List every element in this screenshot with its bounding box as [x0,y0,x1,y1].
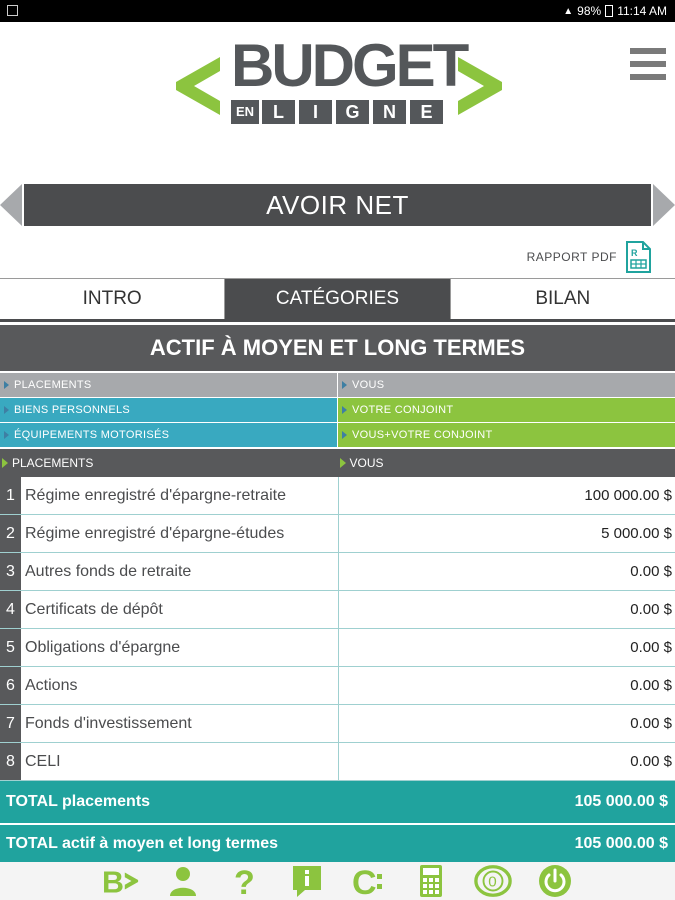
filter-label: BIENS PERSONNELS [14,404,131,416]
triangle-right-icon [2,458,8,468]
filter-vous-votre-conjoint[interactable] [337,423,675,447]
logo-left-chevron-icon [176,57,224,115]
row-value-input[interactable]: 0.00 $ [630,677,672,694]
filter-label: VOUS+VOTRE CONJOINT [352,429,493,441]
bottom-nav [0,862,675,900]
svg-text:R: R [631,248,638,258]
row-number: 1 [0,477,21,514]
filter-votre-conjoint[interactable] [337,398,675,422]
filter-label: VOTRE CONJOINT [352,404,454,416]
category-filters [0,373,675,448]
hamburger-menu-icon[interactable] [630,48,666,80]
total-label: TOTAL actif à moyen et long termes [6,835,279,852]
column-header-label: PLACEMENTS [12,456,94,470]
table-row [0,667,675,705]
row-number: 8 [0,743,21,780]
row-label: CELI [21,743,339,780]
tab-intro[interactable]: INTRO [82,288,142,309]
help-icon[interactable] [226,864,264,898]
column-header-person [338,449,675,477]
tab-bilan[interactable]: BILAN [450,279,675,319]
logo [176,32,501,136]
pdf-report-label: RAPPORT PDF [526,250,617,264]
table-row [0,591,675,629]
triangle-right-icon [4,406,9,414]
row-label: Fonds d'investissement [21,705,339,742]
asset-table [0,477,675,781]
filter-row [0,423,675,447]
table-row [0,553,675,591]
total-value: 105 000.00 $ [574,835,668,852]
table-row [0,629,675,667]
filter-row [0,373,675,397]
triangle-right-icon [342,406,347,414]
row-value-input[interactable]: 100 000.00 $ [584,487,672,504]
column-header-category [0,449,338,477]
row-number: 7 [0,705,21,742]
column-header-label: VOUS [349,456,384,470]
svg-text:B: B [101,865,124,898]
zero-reset-icon[interactable] [474,864,512,898]
calculator-icon[interactable] [412,864,450,898]
status-bar [0,0,675,22]
table-row [0,743,675,781]
filter-biens-personnels[interactable] [0,398,337,422]
row-label: Actions [21,667,339,704]
total-placements [0,781,675,823]
row-label: Régime enregistré d'épargne-retraite [21,477,339,514]
triangle-right-icon [4,431,9,439]
row-value-input[interactable]: 0.00 $ [630,639,672,656]
previous-arrow-icon[interactable] [0,184,22,226]
triangle-right-icon [340,458,346,468]
table-header [0,449,675,477]
clock: 11:14 AM [617,4,667,18]
table-row [0,705,675,743]
logo-letter: N [373,100,406,124]
user-icon[interactable] [164,864,202,898]
svg-text:C: C [351,864,377,898]
filter-label: VOUS [352,379,385,391]
page-banner [0,184,675,226]
budget-logo-icon[interactable] [102,864,140,898]
filter-equipements-motorises[interactable] [0,423,337,447]
row-number: 6 [0,667,21,704]
wifi-icon: ▲ [563,5,574,17]
logo-letter: E [410,100,443,124]
tab-categories[interactable]: CATÉGORIES [224,279,449,319]
battery-level: 98% [577,4,602,18]
next-arrow-icon[interactable] [653,184,675,226]
power-icon[interactable] [536,864,574,898]
row-value-input[interactable]: 5 000.00 $ [601,525,672,542]
table-row [0,477,675,515]
row-label: Obligations d'épargne [21,629,339,666]
row-label: Autres fonds de retraite [21,553,339,590]
tab-bar [0,278,675,322]
table-row [0,515,675,553]
info-icon[interactable] [288,864,326,898]
row-number: 4 [0,591,21,628]
svg-text:?: ? [233,864,255,898]
notification-icon [7,5,18,16]
filter-placements[interactable] [0,373,337,397]
row-number: 5 [0,629,21,666]
row-label: Certificats de dépôt [21,591,339,628]
row-label: Régime enregistré d'épargne-études [21,515,339,552]
status-right [563,4,667,18]
battery-icon [605,5,613,17]
total-value: 105 000.00 $ [574,793,668,810]
pdf-document-icon [625,241,651,273]
logo-en-text: EN [231,100,259,124]
row-value-input[interactable]: 0.00 $ [630,563,672,580]
filter-row [0,398,675,422]
row-number: 3 [0,553,21,590]
categories-icon[interactable] [350,864,388,898]
logo-ligne-text [262,100,443,124]
total-actif [0,825,675,863]
logo-right-chevron-icon [454,57,502,115]
total-label: TOTAL placements [6,793,151,810]
svg-text:0: 0 [487,873,497,891]
section-title: ACTIF À MOYEN ET LONG TERMES [0,325,675,371]
filter-vous[interactable] [337,373,675,397]
triangle-right-icon [4,381,9,389]
logo-letter: I [299,100,332,124]
logo-letter: G [336,100,369,124]
triangle-right-icon [342,431,347,439]
logo-letter: L [262,100,295,124]
logo-budget-text: BUDGET [231,32,467,99]
row-number: 2 [0,515,21,552]
page-title: AVOIR NET [24,184,651,226]
row-value-input[interactable]: 0.00 $ [630,715,672,732]
row-value-input[interactable]: 0.00 $ [630,601,672,618]
row-value-input[interactable]: 0.00 $ [630,753,672,770]
triangle-right-icon [342,381,347,389]
pdf-report-button[interactable] [527,241,651,273]
filter-label: PLACEMENTS [14,379,92,391]
filter-label: ÉQUIPEMENTS MOTORISÉS [14,429,170,441]
